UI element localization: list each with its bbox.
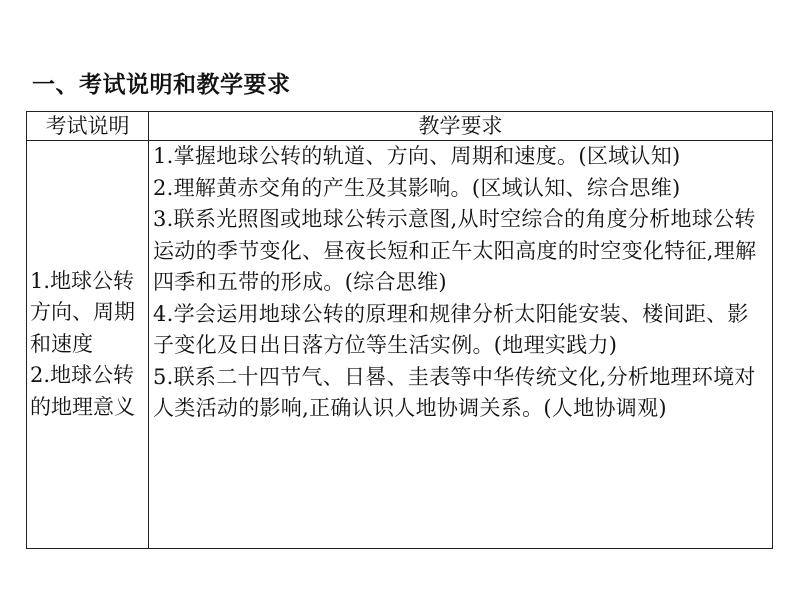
exam-description-cell <box>27 141 149 549</box>
requirement-item-5: 5.联系二十四节气、日晷、圭表等中华传统文化,分析地理环境对人类活动的影响,正确认识人地协调关系。(人地协调观) <box>153 364 756 420</box>
header-teaching-requirements: 教学要求 <box>149 112 773 141</box>
table-row <box>27 141 773 549</box>
requirement-item-1: 1.掌握地球公转的轨道、方向、周期和速度。(区域认知) <box>153 144 681 168</box>
requirement-item-2: 2.理解黄赤交角的产生及其影响。(区域认知、综合思维) <box>153 175 681 200</box>
requirements-table <box>26 111 773 549</box>
teaching-requirements-cell <box>149 141 773 549</box>
exam-item-2: 2.地球公转的地理意义 <box>30 363 135 419</box>
requirement-item-3: 3.联系光照图或地球公转示意图,从时空综合的角度分析地球公转运动的季节变化、昼夜长短和正午太阳高度的时空变化特征,理解四季和五带的形成。(综合思维) <box>153 207 757 294</box>
exam-item-1: 1.地球公转方向、周期和速度 <box>30 268 135 356</box>
section-heading: 一、考试说明和教学要求 <box>32 72 291 98</box>
table-header-row <box>27 112 773 141</box>
requirement-item-4: 4.学会运用地球公转的原理和规律分析太阳能安装、楼间距、影子变化及日出日落方位等生活实例。(地理实践力) <box>153 301 749 357</box>
header-exam-description: 考试说明 <box>27 112 149 141</box>
